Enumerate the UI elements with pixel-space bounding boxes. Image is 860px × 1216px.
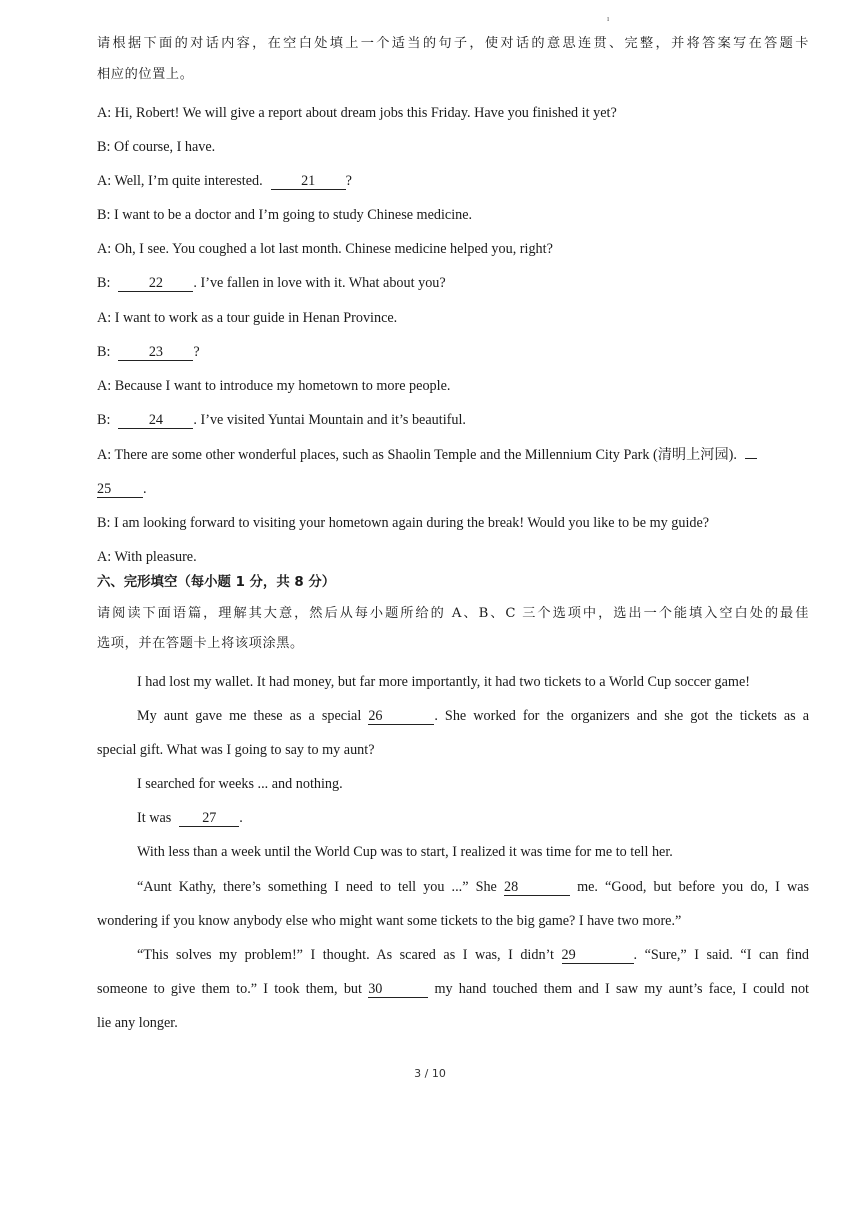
passage-line-8: wondering if you know anybody else who might want some tickets to the big game? I have two more.” [97,913,682,929]
dialogue-line-14: A: With pleasure. [97,549,197,565]
dialogue-line-9: A: Because I want to introduce my hometown to more people. [97,378,451,394]
dialogue-text: ? [193,344,200,360]
blank-24: 24 [118,412,193,429]
speaker-label: B: [97,412,111,428]
dialogue-line-12 [97,479,809,499]
scan-mark: ı [607,14,610,23]
passage-line-2 [97,706,809,726]
passage-text: me. “Good, but before you do, I was [577,879,810,895]
passage-text: “Aunt Kathy, there’s something I need to tell you ...” She [137,879,497,895]
passage-text: It was [137,810,172,826]
passage-line-11: lie any longer. [97,1015,178,1031]
passage-line-9 [97,945,809,965]
blank-23: 23 [118,344,193,361]
passage-text: My aunt gave me these as a special [137,708,362,724]
dialogue-line-10 [97,410,809,430]
passage-text: someone to give them to.” I took them, but [97,981,362,997]
section-heading: 六、完形填空（每小题 1 分，共 8 分） [97,575,336,590]
dialogue-line-4: B: I want to be a doctor and I’m going to study Chinese medicine. [97,207,473,223]
blank-21: 21 [271,173,346,190]
passage-line-6: With less than a week until the World Cup was to start, I realized it was time for me to tell her. [137,844,673,860]
blank-29: 29 [562,947,634,964]
dialogue-line-2: B: Of course, I have. [97,139,216,155]
dialogue-text: A: There are some other wonderful places, such as Shaolin Temple and the Millennium City Park (清明上河园). [97,447,737,463]
dialogue-text: A: Well, I’m quite interested. [97,173,263,189]
dialogue-text: . [143,481,147,497]
section-instruction-2: 选项，并在答题卡上将该项涂黑。 [97,636,304,651]
blank-25: 25 [97,481,143,498]
blank-28: 28 [504,879,570,896]
blank-26: 26 [368,708,434,725]
section-instruction-1: 请阅读下面语篇，理解其大意，然后从每小题所给的 A、B、C 三个选项中，选出一个能填入空白处的最佳 [97,606,809,621]
dialogue-line-8 [97,342,809,362]
blank-30: 30 [368,981,428,998]
dialogue-line-6 [97,273,809,293]
passage-line-7 [97,877,809,897]
passage-text: . She worked for the organizers and she got the tickets as a [434,708,810,724]
passage-line-3: special gift. What was I going to say to my aunt? [97,742,375,758]
passage-text: . “Sure,” I said. “I can find [633,947,810,963]
speaker-label: B: [97,275,111,291]
page-number: 3 / 10 [414,1067,446,1080]
dialogue-line-13: B: I am looking forward to visiting your hometown again during the break! Would you like to be my guide? [97,515,710,531]
dialogue-line-5: A: Oh, I see. You coughed a lot last month. Chinese medicine helped you, right? [97,241,553,257]
passage-text: “This solves my problem!” I thought. As scared as I was, I didn’t [137,947,554,963]
instruction-line-2: 相应的位置上。 [97,67,194,82]
dialogue-text: . I’ve visited Yuntai Mountain and it’s beautiful. [193,412,466,428]
passage-line-4: I searched for weeks ... and nothing. [137,776,343,792]
blank-25-start [745,458,757,459]
dialogue-line-1: A: Hi, Robert! We will give a report about dream jobs this Friday. Have you finished it yet? [97,105,617,121]
dialogue-text: ? [345,173,352,189]
passage-line-1: I had lost my wallet. It had money, but far more importantly, it had two tickets to a World Cup soccer game! [137,674,750,690]
dialogue-line-7: A: I want to work as a tour guide in Henan Province. [97,310,398,326]
dialogue-line-11 [97,445,809,465]
blank-27: 27 [179,810,239,827]
passage-line-10 [97,979,809,999]
blank-22: 22 [118,275,193,292]
speaker-label: B: [97,344,111,360]
dialogue-line-3 [97,171,809,191]
passage-line-5 [97,808,809,828]
passage-text: my hand touched them and I saw my aunt’s face, I could not [434,981,809,997]
passage-text: . [239,810,243,826]
dialogue-text: . I’ve fallen in love with it. What about you? [193,275,446,291]
instruction-line-1: 请根据下面的对话内容，在空白处填上一个适当的句子，使对话的意思连贯、完整，并将答案写在答题卡 [97,36,809,51]
